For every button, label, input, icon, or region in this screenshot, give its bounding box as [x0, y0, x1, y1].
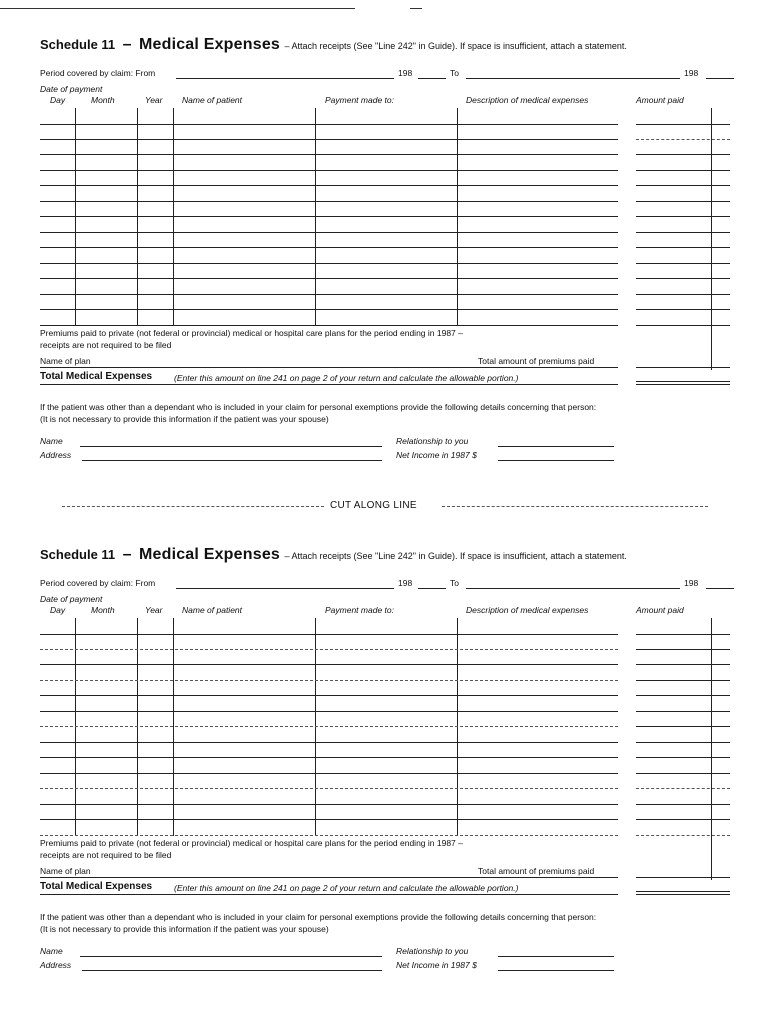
name-field[interactable]: [80, 956, 382, 957]
schedule-heading: Medical Expenses: [138, 36, 281, 53]
name-field[interactable]: [80, 446, 382, 447]
col-year: Year: [145, 95, 163, 105]
total-amount-double: [636, 384, 730, 385]
col-payment-to: Payment made to:: [325, 95, 394, 105]
col-day: Day: [50, 605, 66, 615]
year-prefix-from: 198: [398, 578, 413, 588]
year-prefix-to: 198: [684, 578, 699, 588]
col-month: Month: [91, 95, 115, 105]
period-from-field[interactable]: [176, 78, 394, 79]
premiums-text-2: receipts are not required to be filed: [40, 340, 172, 350]
patient-details-text: If the patient was other than a dependant who is included in your claim for personal exemptions provide the following details concerning that person:: [40, 912, 597, 922]
date-of-payment-label: Date of payment: [40, 594, 103, 604]
period-to-field[interactable]: [466, 78, 680, 79]
relationship-label: Relationship to you: [396, 946, 469, 956]
name-of-plan-label: Name of plan: [40, 356, 91, 366]
relationship-field[interactable]: [498, 956, 614, 957]
net-income-label: Net Income in 1987 $: [396, 960, 477, 970]
period-from-field[interactable]: [176, 588, 394, 589]
schedule-form-2: [0, 546, 770, 976]
cut-along-line: [0, 500, 770, 514]
relationship-field[interactable]: [498, 446, 614, 447]
col-amount: Amount paid: [636, 95, 684, 105]
patient-details-text-2: (It is not necessary to provide this information if the patient was your spouse): [40, 924, 329, 934]
premiums-amount-field[interactable]: [636, 367, 730, 368]
total-medical-label: Total Medical Expenses: [40, 371, 153, 382]
period-from-year-field[interactable]: [418, 78, 446, 79]
col-description: Description of medical expenses: [466, 95, 589, 105]
col-description: Description of medical expenses: [466, 605, 589, 615]
plan-underline: [40, 367, 618, 368]
period-to-year-field[interactable]: [706, 78, 734, 79]
net-income-field[interactable]: [498, 460, 614, 461]
schedule-form-1: [0, 36, 770, 466]
total-medical-label: Total Medical Expenses: [40, 881, 153, 892]
premiums-text: Premiums paid to private (not federal or provincial) medical or hospital care plans for the period ending in 1987 –: [40, 838, 463, 848]
plan-underline: [40, 877, 618, 878]
col-amount: Amount paid: [636, 605, 684, 615]
top-rule-short: [410, 8, 422, 9]
name-label: Name: [40, 946, 63, 956]
premiums-amount-field[interactable]: [636, 877, 730, 878]
schedule-number: Schedule 11: [40, 37, 116, 52]
total-medical-note: (Enter this amount on line 241 on page 2 of your return and calculate the allowable portion.): [174, 373, 519, 383]
net-income-field[interactable]: [498, 970, 614, 971]
period-to-year-field[interactable]: [706, 588, 734, 589]
total-premiums-label: Total amount of premiums paid: [478, 866, 595, 876]
to-label: To: [450, 578, 459, 588]
net-income-label: Net Income in 1987 $: [396, 450, 477, 460]
period-to-field[interactable]: [466, 588, 680, 589]
year-prefix-from: 198: [398, 68, 413, 78]
period-label: Period covered by claim: From: [40, 578, 156, 588]
cut-label: CUT ALONG LINE: [330, 500, 417, 511]
patient-details-text-2: (It is not necessary to provide this information if the patient was your spouse): [40, 414, 329, 424]
to-label: To: [450, 68, 459, 78]
attach-receipts-note: – Attach receipts (See "Line 242" in Guide). If space is insufficient, attach a statement.: [284, 41, 627, 51]
total-premiums-label: Total amount of premiums paid: [478, 356, 595, 366]
schedule-title: [40, 546, 627, 564]
name-label: Name: [40, 436, 63, 446]
attach-receipts-note: – Attach receipts (See "Line 242" in Guide). If space is insufficient, attach a statement.: [284, 551, 627, 561]
schedule-title: [40, 36, 627, 54]
col-day: Day: [50, 95, 66, 105]
title-dash: –: [122, 36, 132, 53]
top-rule: [0, 8, 355, 9]
total-underline: [40, 894, 618, 895]
col-patient: Name of patient: [182, 95, 243, 105]
total-underline: [40, 384, 618, 385]
total-medical-note: (Enter this amount on line 241 on page 2 of your return and calculate the allowable portion.): [174, 883, 519, 893]
total-amount-double: [636, 894, 730, 895]
col-payment-to: Payment made to:: [325, 605, 394, 615]
address-field[interactable]: [82, 460, 382, 461]
name-of-plan-label: Name of plan: [40, 866, 91, 876]
premiums-text: Premiums paid to private (not federal or provincial) medical or hospital care plans for the period ending in 1987 –: [40, 328, 463, 338]
period-label: Period covered by claim: From: [40, 68, 156, 78]
period-from-year-field[interactable]: [418, 588, 446, 589]
address-field[interactable]: [82, 970, 382, 971]
schedule-number: Schedule 11: [40, 547, 116, 562]
patient-details-text: If the patient was other than a dependant who is included in your claim for personal exemptions provide the following details concerning that person:: [40, 402, 597, 412]
col-year: Year: [145, 605, 163, 615]
relationship-label: Relationship to you: [396, 436, 469, 446]
year-prefix-to: 198: [684, 68, 699, 78]
date-of-payment-label: Date of payment: [40, 84, 103, 94]
address-label: Address: [40, 450, 72, 460]
col-patient: Name of patient: [182, 605, 243, 615]
schedule-heading: Medical Expenses: [138, 546, 281, 563]
col-month: Month: [91, 605, 115, 615]
total-amount-field[interactable]: [636, 381, 730, 382]
total-amount-field[interactable]: [636, 891, 730, 892]
address-label: Address: [40, 960, 72, 970]
title-dash: –: [122, 546, 132, 563]
premiums-text-2: receipts are not required to be filed: [40, 850, 172, 860]
